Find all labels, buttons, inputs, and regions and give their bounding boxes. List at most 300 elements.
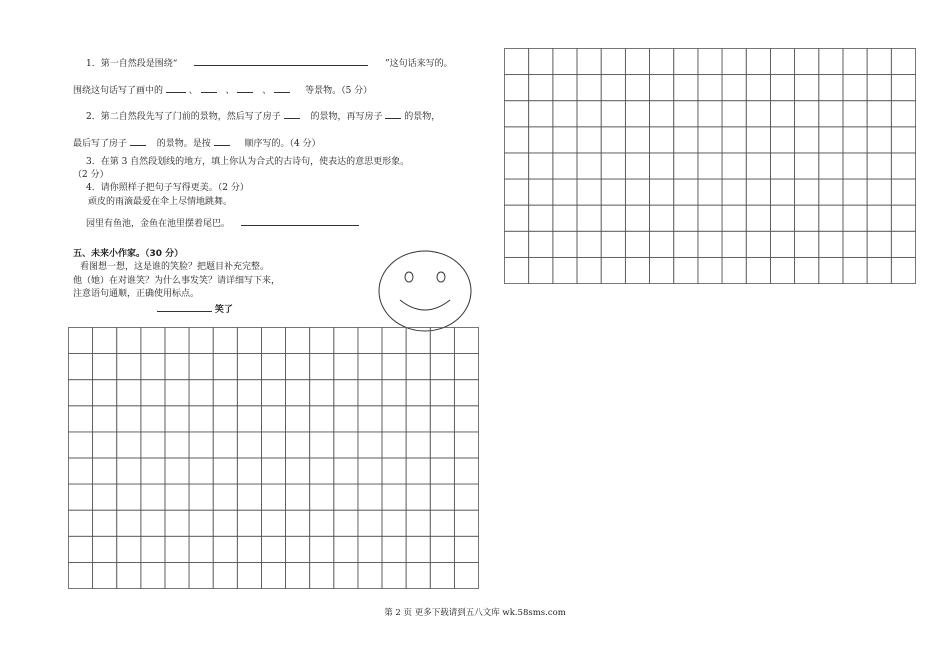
- grid-right-cell[interactable]: [770, 257, 794, 283]
- grid-right-cell[interactable]: [505, 101, 529, 127]
- grid-right-cell[interactable]: [529, 75, 553, 101]
- grid-right-cell[interactable]: [722, 127, 746, 153]
- grid-left-cell[interactable]: [382, 354, 406, 380]
- grid-right-cell[interactable]: [553, 205, 577, 231]
- grid-left-cell[interactable]: [358, 406, 382, 432]
- grid-left-cell[interactable]: [430, 562, 454, 588]
- grid-right-cell[interactable]: [698, 257, 722, 283]
- grid-left-cell[interactable]: [261, 562, 285, 588]
- grid-right-cell[interactable]: [577, 231, 601, 257]
- grid-left-cell[interactable]: [430, 380, 454, 406]
- grid-right-cell[interactable]: [698, 153, 722, 179]
- grid-right-cell[interactable]: [674, 153, 698, 179]
- grid-right-cell[interactable]: [795, 205, 819, 231]
- grid-right-cell[interactable]: [795, 101, 819, 127]
- grid-left-cell[interactable]: [189, 510, 213, 536]
- grid-right-cell[interactable]: [843, 205, 867, 231]
- grid-left-cell[interactable]: [286, 328, 310, 354]
- grid-right-cell[interactable]: [577, 205, 601, 231]
- grid-left-cell[interactable]: [165, 562, 189, 588]
- grid-right-cell[interactable]: [505, 179, 529, 205]
- grid-left-cell[interactable]: [69, 406, 93, 432]
- grid-right-cell[interactable]: [843, 179, 867, 205]
- grid-right-cell[interactable]: [819, 127, 843, 153]
- q1-blank-3[interactable]: [237, 83, 253, 93]
- grid-right-cell[interactable]: [891, 231, 915, 257]
- grid-left-cell[interactable]: [165, 432, 189, 458]
- grid-right-cell[interactable]: [722, 231, 746, 257]
- grid-left-cell[interactable]: [189, 406, 213, 432]
- grid-right-cell[interactable]: [625, 75, 649, 101]
- grid-left-cell[interactable]: [454, 458, 478, 484]
- grid-right-cell[interactable]: [601, 127, 625, 153]
- grid-right-cell[interactable]: [553, 257, 577, 283]
- grid-left-cell[interactable]: [286, 406, 310, 432]
- grid-right-cell[interactable]: [674, 75, 698, 101]
- grid-right-cell[interactable]: [867, 101, 891, 127]
- grid-left-cell[interactable]: [69, 510, 93, 536]
- grid-left-cell[interactable]: [430, 432, 454, 458]
- grid-left-cell[interactable]: [358, 380, 382, 406]
- grid-left-cell[interactable]: [358, 510, 382, 536]
- grid-right-cell[interactable]: [891, 75, 915, 101]
- grid-right-cell[interactable]: [867, 127, 891, 153]
- grid-left-cell[interactable]: [430, 484, 454, 510]
- grid-left-cell[interactable]: [117, 406, 141, 432]
- grid-right-cell[interactable]: [577, 257, 601, 283]
- grid-left-cell[interactable]: [165, 354, 189, 380]
- grid-right-cell[interactable]: [843, 257, 867, 283]
- grid-left-cell[interactable]: [237, 458, 261, 484]
- grid-left-cell[interactable]: [213, 432, 237, 458]
- grid-right-cell[interactable]: [746, 231, 770, 257]
- grid-right-cell[interactable]: [819, 101, 843, 127]
- grid-right-cell[interactable]: [795, 49, 819, 75]
- grid-right-cell[interactable]: [819, 257, 843, 283]
- grid-left-cell[interactable]: [69, 328, 93, 354]
- grid-right-cell[interactable]: [505, 49, 529, 75]
- grid-right-cell[interactable]: [625, 49, 649, 75]
- grid-left-cell[interactable]: [310, 380, 334, 406]
- grid-left-cell[interactable]: [213, 562, 237, 588]
- grid-left-cell[interactable]: [93, 354, 117, 380]
- grid-right-cell[interactable]: [746, 153, 770, 179]
- grid-left-cell[interactable]: [430, 536, 454, 562]
- grid-left-cell[interactable]: [93, 328, 117, 354]
- grid-left-cell[interactable]: [334, 328, 358, 354]
- grid-left-cell[interactable]: [406, 536, 430, 562]
- grid-left-cell[interactable]: [454, 562, 478, 588]
- grid-left-cell[interactable]: [93, 406, 117, 432]
- grid-left-cell[interactable]: [237, 328, 261, 354]
- grid-right-cell[interactable]: [770, 101, 794, 127]
- grid-left-cell[interactable]: [358, 458, 382, 484]
- grid-left-cell[interactable]: [117, 510, 141, 536]
- grid-left-cell[interactable]: [454, 406, 478, 432]
- grid-left-cell[interactable]: [310, 510, 334, 536]
- grid-left-cell[interactable]: [334, 484, 358, 510]
- grid-left-cell[interactable]: [358, 432, 382, 458]
- grid-left-cell[interactable]: [334, 536, 358, 562]
- grid-left-cell[interactable]: [141, 432, 165, 458]
- grid-left-cell[interactable]: [189, 484, 213, 510]
- grid-left-cell[interactable]: [117, 458, 141, 484]
- grid-right-cell[interactable]: [505, 257, 529, 283]
- grid-left-cell[interactable]: [382, 484, 406, 510]
- grid-left-cell[interactable]: [213, 458, 237, 484]
- grid-left-cell[interactable]: [430, 458, 454, 484]
- grid-left-cell[interactable]: [382, 328, 406, 354]
- q1-blank-2[interactable]: [201, 83, 217, 93]
- grid-left-cell[interactable]: [69, 354, 93, 380]
- grid-right-cell[interactable]: [553, 231, 577, 257]
- grid-right-cell[interactable]: [746, 49, 770, 75]
- grid-right-cell[interactable]: [867, 153, 891, 179]
- grid-right-cell[interactable]: [746, 101, 770, 127]
- grid-left-cell[interactable]: [382, 536, 406, 562]
- grid-left-cell[interactable]: [93, 536, 117, 562]
- grid-left-cell[interactable]: [189, 536, 213, 562]
- grid-left-cell[interactable]: [189, 354, 213, 380]
- grid-right-cell[interactable]: [795, 127, 819, 153]
- grid-right-cell[interactable]: [746, 127, 770, 153]
- grid-right-cell[interactable]: [867, 49, 891, 75]
- grid-right-cell[interactable]: [577, 179, 601, 205]
- grid-left-cell[interactable]: [117, 432, 141, 458]
- grid-right-cell[interactable]: [601, 75, 625, 101]
- q1-blank-4[interactable]: [274, 83, 290, 93]
- grid-left-cell[interactable]: [406, 406, 430, 432]
- grid-right-cell[interactable]: [819, 205, 843, 231]
- grid-left-cell[interactable]: [213, 484, 237, 510]
- grid-left-cell[interactable]: [406, 432, 430, 458]
- grid-left-cell[interactable]: [454, 432, 478, 458]
- grid-right-cell[interactable]: [770, 49, 794, 75]
- grid-right-cell[interactable]: [601, 179, 625, 205]
- grid-left-cell[interactable]: [310, 484, 334, 510]
- grid-right-cell[interactable]: [843, 127, 867, 153]
- q1-blank-1[interactable]: [166, 83, 186, 93]
- grid-left-cell[interactable]: [454, 484, 478, 510]
- grid-left-cell[interactable]: [286, 380, 310, 406]
- grid-left-cell[interactable]: [310, 406, 334, 432]
- grid-left-cell[interactable]: [261, 458, 285, 484]
- grid-right-cell[interactable]: [577, 75, 601, 101]
- grid-left-cell[interactable]: [213, 354, 237, 380]
- grid-left-cell[interactable]: [334, 380, 358, 406]
- q2-blank-2[interactable]: [385, 109, 401, 119]
- grid-right-cell[interactable]: [529, 257, 553, 283]
- grid-left-cell[interactable]: [430, 406, 454, 432]
- grid-left-cell[interactable]: [430, 328, 454, 354]
- grid-left-cell[interactable]: [454, 510, 478, 536]
- grid-left-cell[interactable]: [406, 328, 430, 354]
- grid-left-cell[interactable]: [237, 510, 261, 536]
- grid-right-cell[interactable]: [601, 205, 625, 231]
- grid-right-cell[interactable]: [674, 127, 698, 153]
- grid-left-cell[interactable]: [358, 328, 382, 354]
- grid-right-cell[interactable]: [698, 179, 722, 205]
- grid-right-cell[interactable]: [529, 127, 553, 153]
- grid-right-cell[interactable]: [553, 179, 577, 205]
- grid-right-cell[interactable]: [698, 75, 722, 101]
- grid-left-cell[interactable]: [117, 380, 141, 406]
- q2-blank-4[interactable]: [214, 136, 230, 146]
- grid-right-cell[interactable]: [722, 49, 746, 75]
- grid-right-cell[interactable]: [722, 101, 746, 127]
- grid-right-cell[interactable]: [674, 231, 698, 257]
- grid-left-cell[interactable]: [117, 484, 141, 510]
- grid-left-cell[interactable]: [286, 562, 310, 588]
- grid-right-cell[interactable]: [601, 231, 625, 257]
- grid-left-cell[interactable]: [117, 328, 141, 354]
- grid-left-cell[interactable]: [237, 432, 261, 458]
- grid-right-cell[interactable]: [529, 101, 553, 127]
- grid-right-cell[interactable]: [553, 127, 577, 153]
- grid-left-cell[interactable]: [237, 536, 261, 562]
- grid-left-cell[interactable]: [237, 354, 261, 380]
- grid-right-cell[interactable]: [674, 179, 698, 205]
- grid-right-cell[interactable]: [746, 179, 770, 205]
- grid-right-cell[interactable]: [577, 49, 601, 75]
- grid-left-cell[interactable]: [69, 458, 93, 484]
- grid-right-cell[interactable]: [553, 153, 577, 179]
- grid-left-cell[interactable]: [141, 562, 165, 588]
- grid-left-cell[interactable]: [69, 380, 93, 406]
- writing-grid-right[interactable]: [504, 48, 916, 284]
- grid-right-cell[interactable]: [722, 179, 746, 205]
- grid-right-cell[interactable]: [795, 75, 819, 101]
- grid-left-cell[interactable]: [382, 406, 406, 432]
- grid-right-cell[interactable]: [698, 101, 722, 127]
- grid-right-cell[interactable]: [698, 127, 722, 153]
- grid-left-cell[interactable]: [310, 458, 334, 484]
- grid-right-cell[interactable]: [674, 101, 698, 127]
- grid-left-cell[interactable]: [213, 328, 237, 354]
- grid-right-cell[interactable]: [625, 179, 649, 205]
- grid-right-cell[interactable]: [770, 127, 794, 153]
- grid-right-cell[interactable]: [843, 101, 867, 127]
- grid-right-cell[interactable]: [625, 257, 649, 283]
- grid-left-cell[interactable]: [406, 510, 430, 536]
- grid-right-cell[interactable]: [650, 179, 674, 205]
- grid-right-cell[interactable]: [722, 153, 746, 179]
- grid-right-cell[interactable]: [819, 231, 843, 257]
- grid-right-cell[interactable]: [891, 257, 915, 283]
- grid-left-cell[interactable]: [93, 458, 117, 484]
- grid-left-cell[interactable]: [454, 354, 478, 380]
- grid-left-cell[interactable]: [189, 328, 213, 354]
- grid-right-cell[interactable]: [698, 231, 722, 257]
- grid-left-cell[interactable]: [93, 562, 117, 588]
- grid-left-cell[interactable]: [117, 536, 141, 562]
- grid-left-cell[interactable]: [286, 484, 310, 510]
- grid-left-cell[interactable]: [213, 406, 237, 432]
- grid-right-cell[interactable]: [650, 231, 674, 257]
- grid-left-cell[interactable]: [454, 536, 478, 562]
- grid-left-cell[interactable]: [310, 328, 334, 354]
- essay-title-blank[interactable]: [157, 302, 212, 312]
- grid-left-cell[interactable]: [261, 432, 285, 458]
- grid-left-cell[interactable]: [261, 510, 285, 536]
- grid-right-cell[interactable]: [770, 179, 794, 205]
- grid-left-cell[interactable]: [286, 432, 310, 458]
- grid-right-cell[interactable]: [795, 179, 819, 205]
- grid-left-cell[interactable]: [141, 406, 165, 432]
- grid-left-cell[interactable]: [261, 406, 285, 432]
- grid-right-cell[interactable]: [819, 75, 843, 101]
- grid-right-cell[interactable]: [891, 49, 915, 75]
- grid-right-cell[interactable]: [722, 75, 746, 101]
- grid-left-cell[interactable]: [165, 406, 189, 432]
- grid-left-cell[interactable]: [189, 432, 213, 458]
- grid-right-cell[interactable]: [843, 153, 867, 179]
- grid-right-cell[interactable]: [867, 231, 891, 257]
- grid-left-cell[interactable]: [310, 562, 334, 588]
- q2-blank-1[interactable]: [284, 109, 300, 119]
- grid-left-cell[interactable]: [213, 510, 237, 536]
- grid-left-cell[interactable]: [454, 328, 478, 354]
- grid-left-cell[interactable]: [165, 484, 189, 510]
- grid-left-cell[interactable]: [310, 354, 334, 380]
- grid-right-cell[interactable]: [891, 153, 915, 179]
- grid-right-cell[interactable]: [601, 49, 625, 75]
- writing-grid-left[interactable]: [68, 327, 479, 589]
- grid-left-cell[interactable]: [406, 484, 430, 510]
- grid-left-cell[interactable]: [93, 432, 117, 458]
- q2-blank-3[interactable]: [130, 136, 146, 146]
- grid-right-cell[interactable]: [770, 75, 794, 101]
- grid-left-cell[interactable]: [310, 536, 334, 562]
- grid-right-cell[interactable]: [843, 49, 867, 75]
- grid-right-cell[interactable]: [770, 153, 794, 179]
- grid-left-cell[interactable]: [237, 406, 261, 432]
- grid-right-cell[interactable]: [746, 205, 770, 231]
- grid-right-cell[interactable]: [891, 205, 915, 231]
- grid-right-cell[interactable]: [746, 257, 770, 283]
- grid-left-cell[interactable]: [141, 380, 165, 406]
- grid-right-cell[interactable]: [698, 205, 722, 231]
- grid-left-cell[interactable]: [334, 354, 358, 380]
- grid-left-cell[interactable]: [165, 380, 189, 406]
- grid-left-cell[interactable]: [237, 380, 261, 406]
- grid-left-cell[interactable]: [382, 562, 406, 588]
- grid-right-cell[interactable]: [505, 205, 529, 231]
- grid-right-cell[interactable]: [650, 101, 674, 127]
- grid-left-cell[interactable]: [430, 510, 454, 536]
- grid-right-cell[interactable]: [553, 101, 577, 127]
- grid-right-cell[interactable]: [674, 49, 698, 75]
- grid-right-cell[interactable]: [722, 205, 746, 231]
- grid-right-cell[interactable]: [529, 179, 553, 205]
- grid-left-cell[interactable]: [93, 510, 117, 536]
- grid-right-cell[interactable]: [650, 205, 674, 231]
- grid-right-cell[interactable]: [577, 101, 601, 127]
- grid-right-cell[interactable]: [867, 257, 891, 283]
- grid-right-cell[interactable]: [577, 127, 601, 153]
- grid-left-cell[interactable]: [69, 562, 93, 588]
- grid-left-cell[interactable]: [117, 354, 141, 380]
- grid-right-cell[interactable]: [722, 257, 746, 283]
- grid-left-cell[interactable]: [165, 510, 189, 536]
- grid-left-cell[interactable]: [69, 484, 93, 510]
- grid-left-cell[interactable]: [165, 328, 189, 354]
- grid-left-cell[interactable]: [189, 458, 213, 484]
- grid-left-cell[interactable]: [237, 562, 261, 588]
- grid-left-cell[interactable]: [69, 432, 93, 458]
- grid-left-cell[interactable]: [141, 484, 165, 510]
- grid-right-cell[interactable]: [891, 127, 915, 153]
- grid-right-cell[interactable]: [529, 49, 553, 75]
- grid-left-cell[interactable]: [310, 432, 334, 458]
- grid-right-cell[interactable]: [505, 231, 529, 257]
- grid-left-cell[interactable]: [69, 536, 93, 562]
- grid-right-cell[interactable]: [625, 205, 649, 231]
- grid-left-cell[interactable]: [189, 562, 213, 588]
- grid-right-cell[interactable]: [625, 101, 649, 127]
- grid-right-cell[interactable]: [867, 75, 891, 101]
- grid-left-cell[interactable]: [358, 536, 382, 562]
- grid-left-cell[interactable]: [334, 458, 358, 484]
- grid-right-cell[interactable]: [746, 75, 770, 101]
- grid-left-cell[interactable]: [382, 432, 406, 458]
- grid-left-cell[interactable]: [382, 458, 406, 484]
- grid-right-cell[interactable]: [843, 75, 867, 101]
- grid-left-cell[interactable]: [93, 380, 117, 406]
- grid-right-cell[interactable]: [625, 153, 649, 179]
- grid-right-cell[interactable]: [529, 153, 553, 179]
- grid-left-cell[interactable]: [237, 484, 261, 510]
- grid-right-cell[interactable]: [819, 153, 843, 179]
- grid-right-cell[interactable]: [674, 205, 698, 231]
- grid-left-cell[interactable]: [117, 562, 141, 588]
- grid-left-cell[interactable]: [286, 536, 310, 562]
- grid-right-cell[interactable]: [650, 153, 674, 179]
- grid-left-cell[interactable]: [358, 354, 382, 380]
- grid-right-cell[interactable]: [819, 49, 843, 75]
- grid-left-cell[interactable]: [189, 380, 213, 406]
- grid-right-cell[interactable]: [553, 75, 577, 101]
- grid-right-cell[interactable]: [505, 75, 529, 101]
- grid-right-cell[interactable]: [529, 231, 553, 257]
- grid-left-cell[interactable]: [406, 380, 430, 406]
- grid-right-cell[interactable]: [891, 101, 915, 127]
- q4-answer-blank[interactable]: [241, 216, 359, 226]
- grid-left-cell[interactable]: [141, 354, 165, 380]
- grid-right-cell[interactable]: [795, 257, 819, 283]
- grid-left-cell[interactable]: [261, 380, 285, 406]
- grid-left-cell[interactable]: [334, 562, 358, 588]
- grid-left-cell[interactable]: [141, 328, 165, 354]
- grid-left-cell[interactable]: [141, 510, 165, 536]
- grid-right-cell[interactable]: [625, 127, 649, 153]
- grid-right-cell[interactable]: [795, 153, 819, 179]
- grid-left-cell[interactable]: [261, 328, 285, 354]
- grid-left-cell[interactable]: [261, 536, 285, 562]
- grid-right-cell[interactable]: [650, 127, 674, 153]
- grid-left-cell[interactable]: [165, 458, 189, 484]
- grid-left-cell[interactable]: [261, 354, 285, 380]
- grid-right-cell[interactable]: [795, 231, 819, 257]
- grid-left-cell[interactable]: [334, 510, 358, 536]
- grid-left-cell[interactable]: [334, 406, 358, 432]
- grid-right-cell[interactable]: [891, 179, 915, 205]
- grid-right-cell[interactable]: [867, 205, 891, 231]
- grid-left-cell[interactable]: [454, 380, 478, 406]
- grid-left-cell[interactable]: [406, 458, 430, 484]
- grid-right-cell[interactable]: [650, 49, 674, 75]
- grid-right-cell[interactable]: [601, 101, 625, 127]
